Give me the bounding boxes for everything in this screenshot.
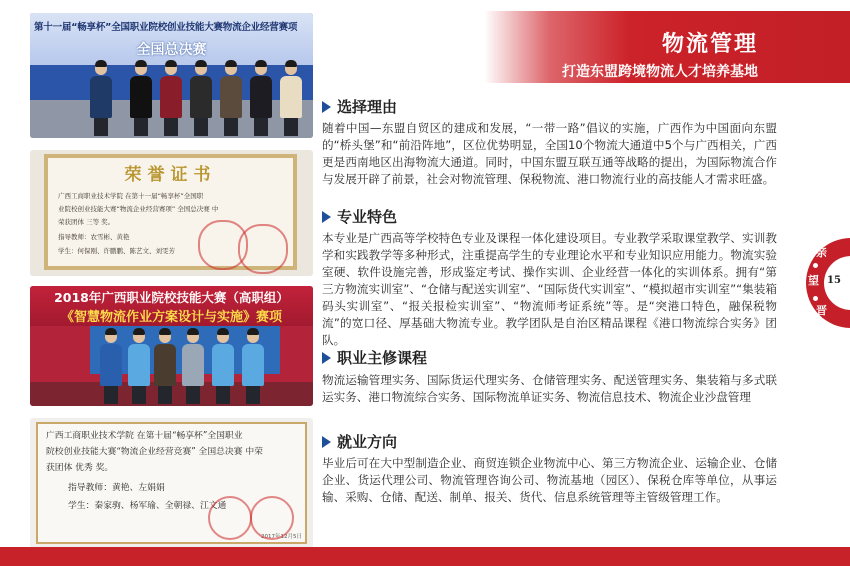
- person-figure: [212, 330, 234, 404]
- page-number: 15: [827, 275, 841, 286]
- section-body-reason: 随着中国—东盟自贸区的建成和发展，“一带一路”倡议的实施，广西作为中国面向东盟的“桥头堡”和“前沿阵地”，区位优势明显，全国10个物流大通道中5个与广西相关，广西更是西南地区出海物流大通道。同时，中国东盟互联互通等战略的提出，为国际物流合作与发展开辟了前景，社会对物流管理、保税物流、港口物流行业的高技能人才需求旺盛。: [322, 121, 777, 186]
- team-photo-provincial-competition: [30, 286, 313, 406]
- person-figure: [90, 62, 112, 136]
- person-figure: [250, 62, 272, 136]
- section-body-careers: 毕业后可在大中型制造企业、商贸连锁企业物流中心、第三方物流企业、运输企业、仓储企业、货运代理公司、物流管理咨询公司、物流基地（园区）、保税仓库等单位，从事运输、采购、仓储、配送、制单、报关、货代、信息系统管理等主管级管理工作。: [322, 456, 777, 504]
- person-figure: [220, 62, 242, 136]
- certificate-line: 指导教师：黄艳、左娟娟: [68, 483, 165, 493]
- certificate-line: 广西工商职业技术学院 在第十一届“畅享杯”全国职: [58, 192, 204, 200]
- triangle-marker-icon: [322, 211, 331, 223]
- dot-icon: [813, 263, 818, 268]
- certificate-line: 指导教师：农雪彬、黄艳: [58, 233, 130, 241]
- person-figure: [182, 330, 204, 404]
- event-banner: [30, 13, 313, 65]
- dot-icon: [813, 296, 818, 301]
- section-heading-features: [322, 206, 397, 227]
- header-banner: [484, 11, 850, 83]
- certificate: [44, 154, 297, 270]
- seal-stamp: [250, 496, 294, 540]
- triangle-marker-icon: [322, 436, 331, 448]
- person-figure: [100, 330, 122, 404]
- honor-certificate-photo: [30, 150, 313, 276]
- banner-line-2: 《智慧物流作业方案设计与实施》赛项: [60, 310, 282, 325]
- seal-stamp: [208, 496, 252, 540]
- section-body-features: 本专业是广西高等学校特色专业及课程一体化建设项目。专业教学采取课堂教学、实训教学和实践教学等多种形式，注重提高学生的专业理论水平和专业知识应用能力。物流实验室硬、软件设施完善，形成鉴定考试、操作实训、企业经营一体化的实训体系。拥有“第三方物流实训室”、“仓储与配送实训室”、“国际货代实训室”、“模拟超市实训室”“集装箱码头实训室”、“报关报检实训室”、“物流师考证系统”等。是“突港口特色，融保税物流”的宽口径、厚基础大物流专业。教学团队是自治区精品课程《港口物流综合实务》团队。: [322, 231, 777, 347]
- banner-line-2: 全国总决赛: [136, 42, 207, 58]
- seal-stamp: [238, 224, 288, 274]
- person-figure: [128, 330, 150, 404]
- certificate-line: 获团体 优秀 奖。: [46, 463, 114, 473]
- triangle-marker-icon: [322, 352, 331, 364]
- side-tab-char: 望: [808, 274, 819, 287]
- footer-bar: [0, 547, 850, 566]
- person-figure: [242, 330, 264, 404]
- team-photo-national-finals: [30, 13, 313, 138]
- banner-line-1: 2018年广西职业院校技能大赛（高职组）: [54, 290, 289, 305]
- person-figure: [190, 62, 212, 136]
- certificate-line: 学生：秦家驹、杨军瑜、全朝禄、江文通: [68, 501, 227, 511]
- certificate-line: 学生：何保刚、许鹏鹏、陈艺文、刘雯芳: [58, 247, 175, 255]
- certificate-line: 广西工商职业技术学院 在第十届“畅享杯”全国职业: [46, 431, 243, 441]
- page-title: 物流管理: [661, 32, 758, 57]
- section-heading-courses: [322, 347, 427, 368]
- person-figure: [160, 62, 182, 136]
- section-heading-text: 选择理由: [337, 98, 398, 116]
- certificate-date: 2017年12月5日: [261, 534, 302, 540]
- page-subtitle: 打造东盟跨境物流人才培养基地: [562, 64, 758, 80]
- certificate-title: 荣誉证书: [124, 165, 217, 185]
- section-heading-text: 就业方向: [337, 433, 398, 451]
- section-body-courses: 物流运输管理实务、国际货运代理实务、仓储管理实务、配送管理实务、集装箱与多式联运实务、港口物流综合实务、国际物流单证实务、物流信息技术、物流企业沙盘管理: [322, 373, 777, 404]
- triangle-marker-icon: [322, 101, 331, 113]
- certificate-line: 业院校创业技能大赛“物流企业经营赛项” 全国总决赛 中: [58, 205, 219, 213]
- person-figure: [280, 62, 302, 136]
- person-figure: [154, 330, 176, 404]
- side-tab-char: 亲: [816, 246, 827, 259]
- banner-line-1: 第十一届“畅享杯”全国职业院校创业技能大赛物流企业经营赛项: [34, 22, 298, 33]
- award-certificate-photo: [30, 418, 313, 548]
- certificate: [36, 422, 307, 544]
- section-heading-careers: [322, 431, 397, 452]
- section-heading-reason: [322, 96, 397, 117]
- certificate-line: 院校创业技能大赛“物流企业经营竞赛” 全国总决赛 中荣: [46, 447, 263, 457]
- section-heading-text: 职业主修课程: [337, 349, 428, 367]
- person-figure: [130, 62, 152, 136]
- certificate-line: 荣获团体 三等 奖。: [58, 218, 115, 226]
- event-banner: [30, 286, 313, 326]
- side-tab-char: 晋: [816, 304, 827, 317]
- section-heading-text: 专业特色: [337, 208, 398, 226]
